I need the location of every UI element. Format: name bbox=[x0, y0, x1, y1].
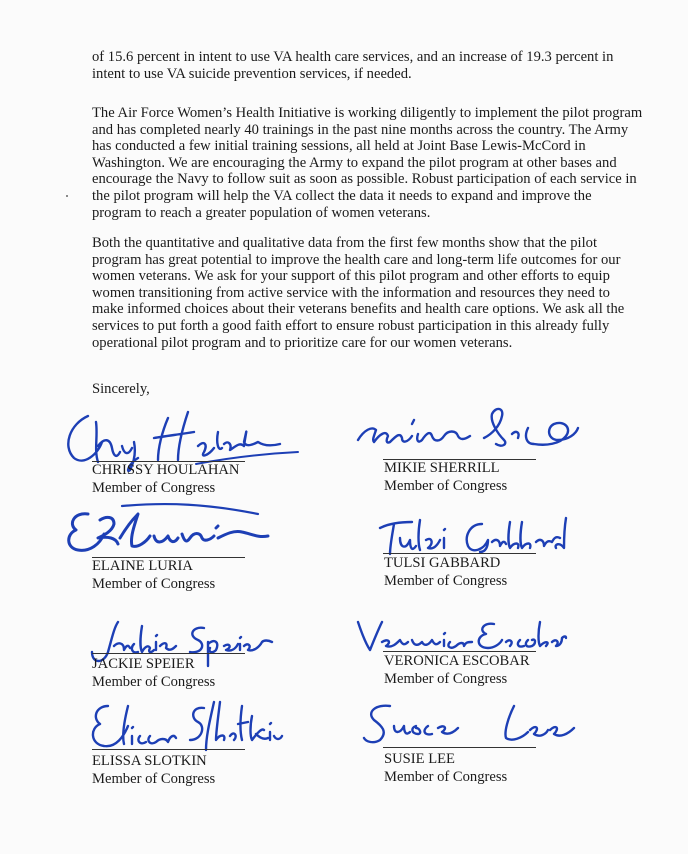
signatory-title: Member of Congress bbox=[92, 576, 216, 592]
signatory-name: MIKIE SHERRILL bbox=[384, 460, 500, 476]
signature-sherrill bbox=[352, 400, 584, 460]
signature-line bbox=[383, 747, 536, 748]
signatory-name: JACKIE SPEIER bbox=[92, 656, 195, 672]
signatory-name: ELAINE LURIA bbox=[92, 558, 193, 574]
signatory-name: TULSI GABBARD bbox=[384, 555, 501, 571]
letter-paragraph-3: Both the quantitative and qualitative data from the first few months show that the pilot program has great potential to improve the health care and long-term life outcomes for our women veterans. We ask for your support of this pilot program and other efforts to equip women transitioning from active service with the information and resources they need to make informed choices about their veterans benefits and health care options. We ask all the services to put forth a good faith effort to ensure robust participation in this already fully operational pilot program and to prioritize care for our women veterans. bbox=[92, 235, 625, 351]
signature-line bbox=[92, 653, 245, 654]
signatory-name: VERONICA ESCOBAR bbox=[384, 653, 530, 669]
signatory-title: Member of Congress bbox=[92, 674, 216, 690]
signatory-title: Member of Congress bbox=[384, 573, 508, 589]
signature-line bbox=[92, 749, 245, 750]
signatory-title: Member of Congress bbox=[384, 671, 508, 687]
closing-salutation: Sincerely, bbox=[92, 381, 150, 397]
letter-paragraph-2: The Air Force Women’s Health Initiative is working diligently to implement the pilot program and has completed nearly 40 trainings in the past nine months across the country. The Army has conducted a few initial training sessions, all held at Joint Base Lewis-McCord in Washington. We are encouraging the Army to expand the pilot program at other bases and encourage the Navy to follow suit as soon as possible. Robust participation of each service in the pilot program will help the VA collect the data it needs to expand and improve the program to reach a greater population of women veterans. bbox=[92, 105, 643, 221]
signatory-name: SUSIE LEE bbox=[384, 751, 455, 767]
signature-line bbox=[383, 651, 536, 652]
signature-line bbox=[383, 553, 536, 554]
signature-luria bbox=[58, 498, 280, 562]
signature-lee bbox=[358, 698, 578, 752]
signatory-title: Member of Congress bbox=[92, 771, 216, 787]
signatory-title: Member of Congress bbox=[92, 480, 216, 496]
stray-mark bbox=[66, 195, 68, 197]
signatory-title: Member of Congress bbox=[384, 478, 508, 494]
signatory-name: ELISSA SLOTKIN bbox=[92, 753, 207, 769]
signature-escobar bbox=[352, 612, 568, 656]
signature-slotkin bbox=[86, 696, 282, 754]
letter-paragraph-1: of 15.6 percent in intent to use VA health care services, and an increase of 19.3 percent in intent to use VA suicide prevention services, if needed. bbox=[92, 49, 614, 82]
signatory-name: CHRISSY HOULAHAN bbox=[92, 462, 240, 478]
signatory-title: Member of Congress bbox=[384, 769, 508, 785]
